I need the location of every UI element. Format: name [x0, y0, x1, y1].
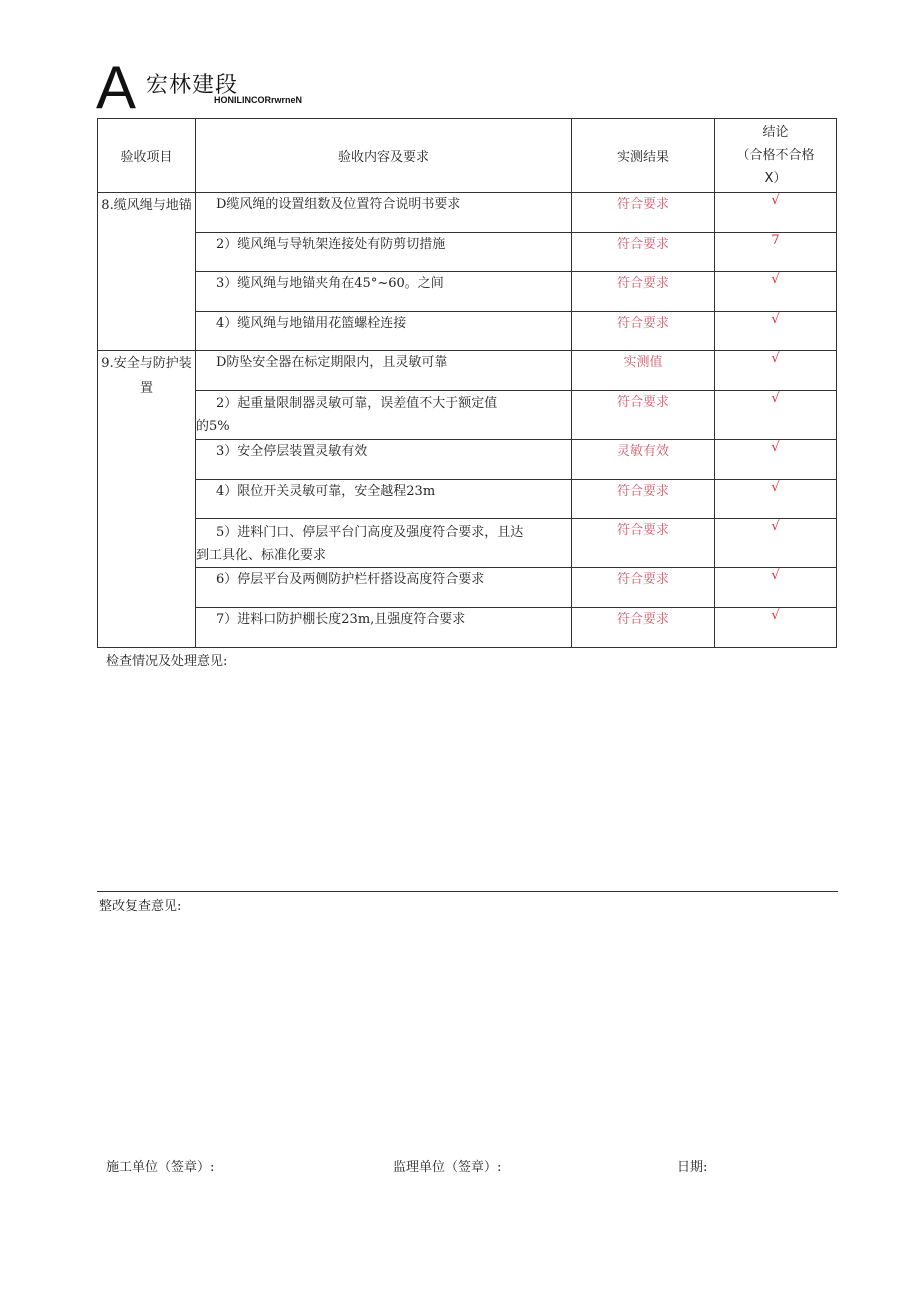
result-cell: 符合要求 [572, 519, 715, 568]
result-cell: 符合要求 [572, 312, 715, 351]
result-cell: 符合要求 [572, 608, 715, 648]
content-text: 5）进料门口、停层平台门高度及强度符合要求，且达 [216, 525, 524, 540]
table-row [98, 351, 837, 391]
content-cell [196, 608, 572, 648]
content-text: 2）起重量限制器灵敏可靠，误差值不大于额定值 [216, 396, 498, 411]
construction-signature-label: 施工单位（签章）: [106, 1160, 215, 1175]
content-text-continued: 到工具化、标准化要求 [196, 548, 327, 563]
header-conclusion [715, 119, 837, 193]
date-label: 日期: [677, 1160, 708, 1175]
category-cell: 9.安全与防护装置 [98, 351, 196, 648]
content-text: D缆风绳的设置组数及位置符合说明书要求 [216, 197, 461, 212]
logo-company-name-en: HONILINCORrwrneN [214, 95, 303, 105]
conclusion-cell: √ [715, 608, 837, 648]
supervision-signature-label: 监理单位（签章）: [393, 1160, 502, 1175]
result-cell: 实测值 [572, 351, 715, 391]
acceptance-table [97, 118, 837, 648]
content-text: 7）进料口防护棚长度23m,且强度符合要求 [216, 612, 466, 627]
header-result: 实测结果 [572, 119, 715, 193]
content-cell [196, 193, 572, 233]
table-row [98, 193, 837, 233]
content-text-continued: 的5% [196, 419, 230, 434]
conclusion-cell: 7 [715, 233, 837, 272]
result-cell: 符合要求 [572, 480, 715, 519]
content-text: D防坠安全器在标定期限内，且灵敏可靠 [216, 355, 448, 370]
result-cell: 灵敏有效 [572, 440, 715, 480]
table-row [98, 233, 837, 272]
content-cell [196, 480, 572, 519]
content-text: 4）限位开关灵敏可靠，安全越程23m [216, 484, 436, 499]
content-cell [196, 391, 572, 440]
conclusion-cell: √ [715, 519, 837, 568]
logo-company-name: 宏林建段 [146, 73, 239, 98]
content-cell [196, 519, 572, 568]
conclusion-cell: √ [715, 568, 837, 608]
content-text: 3）缆风绳与地锚夹角在45°~60。之间 [216, 276, 444, 291]
table-row [98, 608, 837, 648]
content-cell [196, 312, 572, 351]
header-conclusion-line1: 结论 [762, 125, 789, 140]
result-cell: 符合要求 [572, 272, 715, 312]
rectification-label: 整改复查意见: [99, 899, 182, 914]
inspection-label: 检查情况及处理意见: [106, 654, 228, 669]
table-row [98, 312, 837, 351]
result-cell: 符合要求 [572, 233, 715, 272]
conclusion-cell: √ [715, 480, 837, 519]
table-row [98, 391, 837, 440]
header-item: 验收项目 [98, 119, 196, 193]
content-cell [196, 233, 572, 272]
header-conclusion-line2: （合格不合格 [736, 148, 815, 163]
conclusion-cell: √ [715, 391, 837, 440]
content-cell [196, 568, 572, 608]
content-cell [196, 272, 572, 312]
table-row [98, 519, 837, 568]
logo-mark: A [96, 54, 137, 121]
table-row [98, 440, 837, 480]
conclusion-cell: √ [715, 351, 837, 391]
content-text: 4）缆风绳与地锚用花篮螺栓连接 [216, 316, 407, 331]
content-text: 2）缆风绳与导轨架连接处有防剪切措施 [216, 237, 446, 252]
category-cell: 8.缆风绳与地锚 [98, 193, 196, 351]
conclusion-cell: √ [715, 272, 837, 312]
content-cell [196, 440, 572, 480]
conclusion-cell: √ [715, 312, 837, 351]
conclusion-cell: √ [715, 193, 837, 233]
header-conclusion-line3: X） [764, 171, 787, 186]
result-cell: 符合要求 [572, 568, 715, 608]
table-row [98, 480, 837, 519]
table-row [98, 568, 837, 608]
conclusion-cell: √ [715, 440, 837, 480]
header-content: 验收内容及要求 [196, 119, 572, 193]
result-cell: 符合要求 [572, 391, 715, 440]
table-header-row [98, 119, 837, 193]
content-cell [196, 351, 572, 391]
table-row [98, 272, 837, 312]
content-text: 3）安全停层装置灵敏有效 [216, 444, 368, 459]
content-text: 6）停层平台及两侧防护栏杆搭设高度符合要求 [216, 572, 485, 587]
section-divider [97, 891, 838, 892]
result-cell: 符合要求 [572, 193, 715, 233]
